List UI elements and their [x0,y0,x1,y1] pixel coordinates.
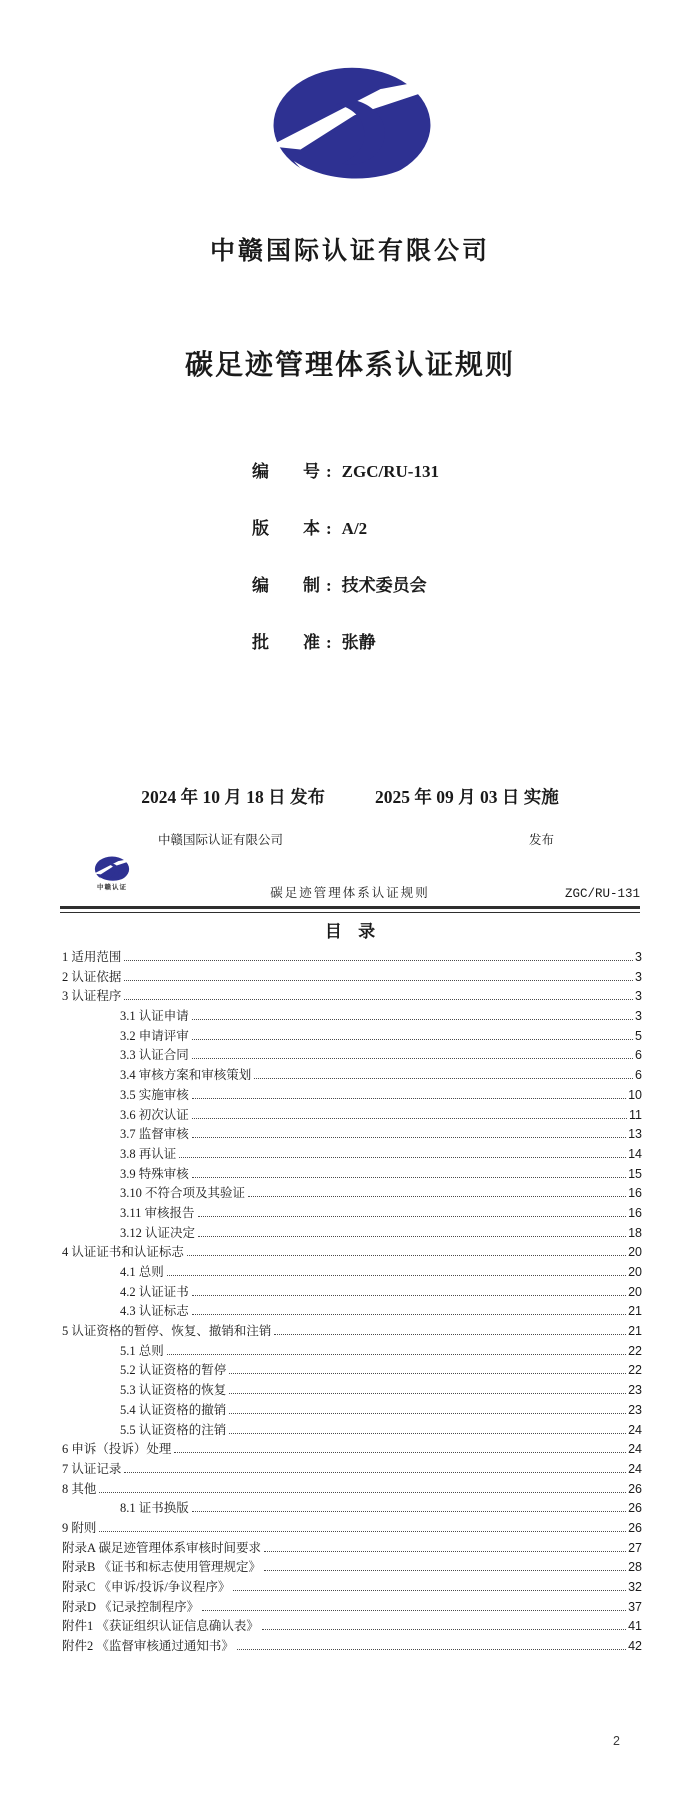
toc-entry [62,1145,642,1165]
toc-leader-dots [254,1078,633,1079]
toc-leader-dots [202,1610,626,1611]
toc-entry-page: 20 [628,1284,642,1299]
toc-leader-dots [124,980,633,981]
toc-entry [62,1204,642,1224]
toc-entry [62,1263,642,1283]
toc-entry-label: 3.10 不符合项及其验证 [120,1186,246,1201]
toc-entry [62,1027,642,1047]
toc-entry [62,1440,642,1460]
toc-entry-label: 3.1 认证申请 [120,1009,189,1024]
toc-entry [62,1617,642,1637]
toc-entry-page: 28 [628,1560,642,1575]
field-value: ZGC/RU-131 [341,462,439,481]
toc-entry-label: 附录C 《申诉/投诉/争议程序》 [62,1580,231,1594]
field-colon: : [326,576,332,595]
toc-leader-dots [229,1373,626,1374]
toc-leader-dots [167,1354,626,1355]
swoosh-ellipse-logo-icon-small [90,854,134,884]
toc-entry-label: 4.2 认证证书 [120,1284,189,1299]
toc-entry [62,1598,642,1618]
toc-leader-dots [264,1570,626,1571]
publish-implement-dates [0,784,700,809]
toc-entry [62,1460,642,1480]
toc-entry-label: 3.2 申请评审 [120,1028,189,1043]
toc-entry-label: 7 认证记录 [62,1461,122,1476]
toc-entry-label: 3.7 监督审核 [120,1127,189,1142]
toc-entry-label: 5 认证资格的暂停、恢复、撤销和注销 [62,1324,272,1339]
toc-entry-label: 5.5 认证资格的注销 [120,1422,227,1437]
toc-leader-dots [192,1118,627,1119]
toc-entry-label: 5.1 总则 [120,1343,164,1358]
toc-entry-page: 13 [628,1127,642,1142]
toc-entry-page: 15 [628,1166,642,1181]
toc-entry [62,1322,642,1342]
toc-entry-label: 2 认证依据 [62,969,122,984]
toc-entry-page: 3 [635,950,642,964]
toc-entry [62,987,642,1007]
toc-entry [62,1125,642,1145]
toc-entry [62,1637,642,1657]
toc-entry [62,1361,642,1381]
toc-leader-dots [192,1314,626,1315]
field-value: 技术委员会 [341,576,427,595]
toc-entry-page: 32 [628,1580,642,1594]
toc-entry [62,948,642,968]
toc-entry-page: 6 [635,1068,642,1083]
toc-entry-label: 3.12 认证决定 [120,1225,196,1240]
toc-entry [62,1401,642,1421]
toc-entry-label: 3.6 初次认证 [120,1107,189,1122]
toc-entry-label: 3.8 再认证 [120,1146,177,1161]
toc-leader-dots [192,1058,633,1059]
header-doc-number: ZGC/RU-131 [564,887,640,901]
toc-entry [62,1381,642,1401]
toc-leader-dots [233,1590,626,1591]
toc-entry-label: 附录D 《记录控制程序》 [62,1599,200,1614]
toc-leader-dots [192,1511,626,1512]
swoosh-ellipse-logo-icon [258,52,446,198]
toc-leader-dots [229,1393,626,1394]
cover-footer-publish: 发布 [528,833,554,847]
release-date: 2024 年 10 月 18 日 发布 [141,787,325,807]
implement-date: 2025 年 09 月 03 日 实施 [375,787,559,807]
field-colon: : [326,519,332,538]
toc-entry-page: 22 [628,1343,642,1358]
toc-entry-label: 5.3 认证资格的恢复 [120,1383,227,1398]
toc-leader-dots [192,1039,633,1040]
toc-entry-label: 附录A 碳足迹管理体系审核时间要求 [62,1540,261,1555]
toc-leader-dots [198,1216,627,1217]
field-label: 批 准 [252,633,320,652]
toc-leader-dots [237,1649,626,1650]
page-number: 2 [613,1734,620,1748]
toc-entry [62,1558,642,1578]
toc-entry-page: 23 [628,1383,642,1398]
field-row-number [252,460,439,484]
toc-entry-label: 附件1 《获证组织认证信息确认表》 [62,1619,259,1634]
toc-entry-page: 22 [628,1363,642,1378]
toc-entry-page: 16 [628,1205,642,1220]
toc-entry [62,968,642,988]
toc-entry-label: 附件2 《监督审核通过通知书》 [62,1639,234,1654]
document-title: 碳足迹管理体系认证规则 [184,350,515,381]
toc-entry-page: 3 [635,969,642,984]
toc-entry [62,1539,642,1559]
toc-entry-page: 20 [628,1265,642,1279]
toc-leader-dots [192,1177,626,1178]
toc-entry-page: 10 [628,1087,642,1102]
toc-leader-dots [192,1295,626,1296]
toc-entry [62,1578,642,1598]
toc-entry-label: 8.1 证书换版 [120,1501,189,1516]
toc-entry-page: 37 [628,1599,642,1614]
field-label: 编 号 [252,462,320,481]
toc-entry [62,1086,642,1106]
toc-leader-dots [198,1236,626,1237]
field-colon: : [326,633,332,652]
cover-footer-company: 中赣国际认证有限公司 [158,833,284,847]
toc-entry-label: 4.3 认证标志 [120,1304,189,1319]
toc-entry-label: 3.4 审核方案和审核策划 [120,1068,252,1083]
toc-entry [62,1421,642,1441]
toc-entry-page: 11 [629,1107,642,1122]
toc-entry [62,1106,642,1126]
toc-entry [62,1480,642,1500]
toc-entry-page: 14 [628,1146,642,1161]
toc-list [62,948,642,1657]
toc-entry-label: 1 适用范围 [62,950,122,964]
toc-entry-page: 24 [628,1461,642,1476]
toc-entry-page: 24 [628,1442,642,1457]
toc-entry-page: 26 [628,1501,642,1516]
toc-entry-label: 3.5 实施审核 [120,1087,189,1102]
toc-entry-page: 18 [628,1225,642,1240]
toc-entry [62,1007,642,1027]
toc-entry [62,1519,642,1539]
field-row-approved-by [252,631,439,655]
toc-entry-page: 41 [628,1619,642,1634]
page2-header [60,852,640,906]
toc-leader-dots [229,1413,626,1414]
toc-entry-label: 3.3 认证合同 [120,1048,189,1063]
toc-entry-label: 9 附则 [62,1520,97,1535]
toc-entry [62,1165,642,1185]
toc-entry-label: 8 其他 [62,1481,97,1496]
toc-entry-page: 3 [635,989,642,1004]
toc-entry [62,1046,642,1066]
toc-entry-label: 3 认证程序 [62,989,122,1004]
toc-entry [62,1342,642,1362]
field-row-version [252,517,439,541]
header-logo-caption: 中赣认证 [97,884,127,891]
toc-leader-dots [274,1334,626,1335]
toc-entry [62,1499,642,1519]
toc-leader-dots [124,1472,626,1473]
toc-entry-label: 5.2 认证资格的暂停 [120,1363,227,1378]
cover-footer [0,830,700,848]
toc-leader-dots [124,999,633,1000]
toc-entry [62,1243,642,1263]
toc-entry-page: 20 [628,1245,642,1260]
toc-leader-dots [229,1433,626,1434]
toc-entry-label: 5.4 认证资格的撤销 [120,1402,227,1417]
toc-entry-label: 4.1 总则 [120,1265,164,1279]
field-label: 编 制 [252,576,320,595]
toc-entry-page: 23 [628,1402,642,1417]
toc-leader-dots [262,1629,626,1630]
toc-leader-dots [99,1492,626,1493]
cover-fields [252,460,439,688]
toc-leader-dots [124,960,633,961]
toc-entry-page: 5 [635,1028,642,1043]
toc-entry-page: 42 [628,1639,642,1654]
toc-entry-page: 21 [628,1304,642,1319]
toc-entry-page: 3 [635,1009,642,1024]
toc-entry-page: 24 [628,1422,642,1437]
toc-leader-dots [187,1255,626,1256]
toc-entry [62,1283,642,1303]
toc-leader-dots [179,1157,626,1158]
toc-leader-dots [192,1137,626,1138]
field-colon: : [326,462,332,481]
toc-entry-label: 附录B 《证书和标志使用管理规定》 [62,1560,261,1575]
field-value: A/2 [341,519,368,538]
field-value: 张静 [341,633,376,652]
toc-entry [62,1302,642,1322]
toc-entry-label: 3.9 特殊审核 [120,1166,189,1181]
toc-entry-label: 3.11 审核报告 [120,1205,195,1220]
toc-entry-page: 16 [628,1186,642,1201]
toc-leader-dots [167,1275,626,1276]
header-rule [60,906,640,913]
toc-entry-label: 6 申诉（投诉）处理 [62,1442,172,1457]
toc-entry-page: 6 [635,1048,642,1063]
toc-entry [62,1224,642,1244]
header-doc-title: 碳足迹管理体系认证规则 [270,886,430,900]
toc-entry-label: 4 认证证书和认证标志 [62,1245,184,1260]
toc-leader-dots [192,1019,633,1020]
toc-leader-dots [99,1531,626,1532]
toc-entry [62,1066,642,1086]
toc-entry-page: 26 [628,1520,642,1535]
toc-entry [62,1184,642,1204]
toc-leader-dots [248,1196,626,1197]
field-label: 版 本 [252,519,320,538]
toc-entry-page: 26 [628,1481,642,1496]
toc-leader-dots [264,1551,626,1552]
field-row-compiled-by [252,574,439,598]
company-name: 中赣国际认证有限公司 [209,238,490,265]
toc-leader-dots [174,1452,626,1453]
company-logo [258,52,446,198]
toc-entry-page: 27 [628,1540,642,1555]
toc-title: 目 录 [324,922,382,941]
toc-leader-dots [192,1098,626,1099]
toc-entry-page: 21 [628,1324,642,1339]
